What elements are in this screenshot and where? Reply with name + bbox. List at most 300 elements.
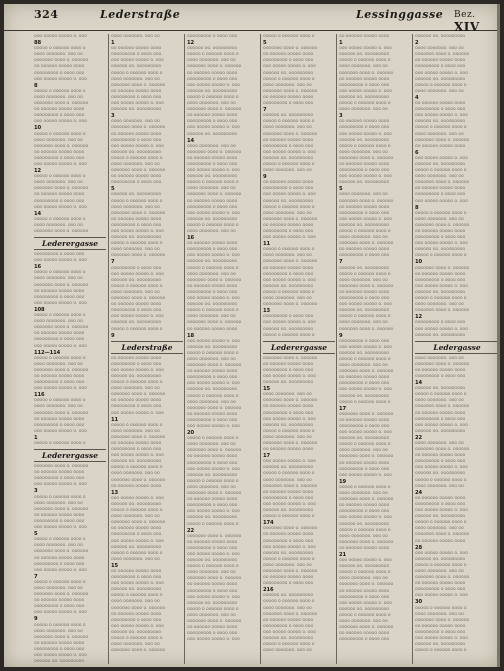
resident-entry: ooooo o oooooo oooo o [415,168,467,174]
resident-entry: ooo ooooo ooooo o. ooo [339,344,392,350]
resident-entry: oo oooooo ooooo oooo [187,582,238,588]
resident-entry: ooooooooo o oooo ooo [111,180,162,186]
resident-entry: ooooooo oooo o. oooooo [34,367,89,373]
resident-entry: ooooooooo o oooo ooo [263,271,314,277]
resident-entry: ooooo o oooooo oooo o [34,313,86,319]
resident-entry: ooooooooo o oooo ooo [187,588,238,594]
resident-entry: oooooo oo. ooooooooo [187,344,238,350]
resident-entry: ooooo o oooooo oooo o [187,222,239,228]
resident-entry: oooooo oo. ooooooooo [339,393,390,399]
house-number: 8 [34,82,38,89]
resident-entry: oooooo oo. ooooooooo [263,550,314,556]
house-number: 11 [111,416,119,423]
resident-entry: ooooo o oooooo oooo o [111,380,163,386]
resident-entry: oooooo oo. ooooooooo [34,659,85,664]
resident-entry: ooooooooo o oooo ooo [187,76,238,82]
resident-entry: ooooo o oooooo oooo o [263,289,315,295]
resident-entry: oooooo oo. ooooooooo [339,94,390,100]
house-number: 22 [187,527,195,534]
resident-entry: oooooo oo. ooooooooo [415,386,466,392]
resident-entry: ooooooooo o oooo ooo [415,64,466,70]
resident-entry: ooo ooooo ooooo o. ooo [339,216,392,222]
resident-entry: oooo ooooooo. ooo oo [415,441,464,446]
resident-entry: ooooooo oooo o. oooooo [34,325,89,331]
page-number: 324 [34,8,59,21]
resident-entry: ooo ooooo ooooo o. ooo [263,544,316,550]
resident-entry: oooooo oo. ooooooooo [415,34,466,39]
resident-entry: ooo ooooo ooooo o. ooo [263,459,316,465]
resident-entry: oooooo oo. ooooooooo [111,459,162,465]
resident-entry: ooooo o oooooo oooo o [415,605,467,611]
resident-entry: oooooo oo. ooooooooo [111,373,162,379]
resident-entry: ooo ooooo ooooo o. ooo [263,501,316,507]
resident-entry: oo oooooo ooooo oooo [263,361,314,367]
resident-entry: oooo ooooooo. ooo oo [111,119,160,125]
resident-entry: ooooooo oooo o. oooooo [187,491,242,497]
resident-entry: ooooo o oooooo oooo o [415,562,467,568]
resident-entry: oooooo oo. ooooooooo [415,514,466,520]
resident-entry: oooooo oo. ooooooooo [263,283,314,289]
resident-entry: ooo ooooo ooooo o. ooo [263,416,316,422]
resident-entry: oooo ooooooo. ooo oo [339,491,388,497]
resident-entry: ooo ooooo ooooo o. ooo [34,343,87,349]
resident-entry: ooo ooooo ooooo o. ooo [415,70,468,76]
resident-entry: oooo ooooooo. ooo oo [187,186,236,192]
resident-entry: ooooooo oooo o. oooooo [263,216,318,222]
house-number: 9 [339,332,343,339]
resident-entry: oo oooooo ooooo oooo [415,101,466,107]
resident-entry: ooooooo oooo o. oooooo [339,70,394,76]
resident-entry: ooooo o oooooo oooo o [187,180,239,186]
resident-entry: ooooooo oooo o. oooooo [339,198,394,204]
house-number: 112—114 [34,349,61,356]
resident-entry: oooooo oo. ooooooooo [111,107,162,113]
resident-entry: oooo ooooooo. ooo oo [34,404,83,410]
directory-column-5 [336,34,411,664]
resident-entry: oooo ooooooo. ooo oo [34,361,83,367]
resident-entry: ooooooooo o oooo ooo [415,587,466,593]
resident-entry: ooooo o oooooo oooo o [415,392,467,398]
resident-entry: oo oooooo ooooo oooo [187,198,238,204]
resident-entry: ooooooooo o oooo ooo [111,447,162,453]
street-heading-left: Lederstraße [100,8,181,21]
resident-entry: ooooooo oooo o. oooooo [187,107,242,113]
resident-entry: ooooooo oooo o. oooooo [263,259,318,265]
resident-entry: oo oooooo ooooo oooo [187,326,238,332]
resident-entry: ooooo o oooooo oooo o [187,564,239,570]
resident-entry: oooooo oo. ooooooooo [263,380,314,386]
resident-entry: ooo ooooo ooooo o. ooo [339,515,392,521]
resident-entry: ooooooo oooo o. oooooo [34,229,89,234]
resident-entry: ooooooo oooo o. oooooo [187,149,242,155]
resident-entry: ooooo o oooooo oooo o [263,428,315,434]
resident-entry: oo oooooo ooooo oooo [111,611,162,617]
resident-entry: ooo ooooo ooooo o. ooo [34,161,87,167]
resident-entry: oooooo oo. ooooooooo [187,174,238,180]
page-header [4,4,500,34]
resident-entry: ooo ooooo ooooo o. ooo [111,229,164,234]
resident-entry: oooo ooooooo. ooo oo [34,500,83,506]
house-number: 5 [339,186,343,193]
resident-entry: oo oooooo ooooo oooo [34,416,85,422]
resident-entry: oo oooooo ooooo oooo [111,131,162,137]
resident-entry: ooooooooo o oooo ooo [415,416,466,422]
resident-entry: ooooo o oooooo oooo o [34,441,86,446]
resident-entry: ooooooooo o oooo ooo [34,155,85,161]
resident-entry: ooo ooooo ooooo o. ooo [415,113,468,119]
resident-entry: oooo ooooooo. ooo oo [339,363,388,369]
resident-entry: ooooooooo o oooo ooo [263,410,314,416]
resident-entry: ooooooo oooo o. oooooo [111,125,166,131]
resident-entry: oo oooooo ooooo oooo [415,453,466,459]
resident-entry: ooooooooo o oooo ooo [187,204,238,210]
resident-entry: ooooo o oooooo oooo o [339,612,391,618]
resident-entry: oooo ooooooo. ooo oo [187,229,236,234]
resident-entry: oo oooooo ooooo oooo [111,88,162,94]
resident-entry: ooooo o oooooo oooo o [34,46,86,52]
resident-entry: oooo ooooooo. ooo oo [339,107,388,113]
resident-entry: ooooooooo o oooo ooo [111,94,162,100]
resident-entry: ooooo o oooooo oooo o [111,508,163,514]
resident-entry: oooooo oo. ooooooooo [415,119,466,125]
house-number: 24 [415,489,423,496]
house-number: 88 [34,40,42,47]
house-number: 12 [34,168,42,175]
resident-entry: ooooo o oooooo oooo o [263,556,315,562]
resident-entry: ooooooooo o oooo ooo [111,137,162,143]
resident-entry: ooo ooooo ooooo o. ooo [263,192,316,198]
resident-entry: ooooooo oooo o. oooooo [187,192,242,198]
resident-entry: ooooooo oooo o. oooooo [415,180,470,186]
directory-column-1 [32,34,106,664]
resident-entry: oooo ooooooo. ooo oo [34,222,83,228]
resident-entry: ooooo o oooooo oooo o [111,465,163,471]
resident-entry: oo oooooo ooooo oooo [339,247,390,253]
resident-entry: ooooo o oooooo oooo o [263,599,315,605]
resident-entry: oooo ooooooo. ooo oo [111,161,160,167]
resident-entry: ooo ooooo ooooo o. ooo [111,495,164,501]
house-number: 1 [34,434,38,441]
resident-entry: oo oooooo ooooo oooo [187,539,238,545]
resident-entry: oo oooooo ooooo oooo [187,113,238,119]
resident-entry: oooo ooooooo. ooo oo [187,442,236,448]
resident-entry: oooo ooooooo. ooo oo [415,483,464,489]
resident-entry: ooooo o oooooo oooo o [339,143,391,149]
resident-entry: oooooo oo. ooooooooo [339,436,390,442]
section-title: Lederergasse [263,341,335,354]
resident-entry: ooooooo oooo o. oooooo [339,241,394,247]
resident-entry: ooooooo oooo o. oooooo [415,575,470,581]
resident-entry: oooooo oo. ooooooooo [415,247,466,253]
resident-entry: oooooo oo. ooooooooo [263,326,314,332]
house-number: 14 [34,210,42,217]
resident-entry: ooooooo oooo o. oooooo [187,64,242,70]
resident-entry: oooooo oo. ooooooooo [111,149,162,155]
resident-entry: ooo ooooo ooooo o. ooo [415,155,468,161]
resident-entry: ooooo o oooooo oooo o [339,101,391,107]
resident-entry: ooooooooo o oooo ooo [187,503,238,509]
resident-entry: ooooooo oooo o. oooooo [111,648,166,654]
resident-entry: ooooooo oooo o. oooooo [111,605,166,611]
resident-entry: ooo ooooo ooooo o. ooo [34,204,87,210]
resident-entry: ooo ooooo ooooo o. ooo [34,34,87,39]
house-number: 2 [415,40,419,47]
resident-entry: ooooooo oooo o. oooooo [111,168,166,174]
resident-entry: oo oooooo ooooo oooo [111,398,162,404]
house-number: 10 [415,259,423,266]
resident-entry: oooo ooooooo. ooo oo [263,168,312,174]
resident-entry: oooooo oo. ooooooooo [339,52,390,58]
house-number: 15 [263,386,271,393]
resident-entry: ooooo o oooooo oooo o [263,514,315,520]
resident-entry: ooooo o oooooo oooo o [34,579,86,585]
resident-entry: ooo ooooo ooooo o. ooo [339,46,392,52]
resident-entry: oooo ooooooo. ooo oo [111,514,160,520]
resident-entry: oooooo oo. ooooooooo [339,521,390,527]
resident-entry: ooooo o oooooo oooo o [187,521,239,527]
resident-entry: ooooooo oooo o. oooooo [339,369,394,375]
resident-entry: oo oooooo ooooo oooo [263,222,314,228]
section-title: Lederergasse [34,449,106,462]
resident-entry: oooo ooooooo. ooo oo [34,319,83,325]
resident-entry: oo oooooo ooooo oooo [34,107,85,113]
resident-entry: oooo ooooooo. ooo oo [187,143,236,149]
house-number: 20 [187,430,195,437]
resident-entry: oooo ooooooo. ooo oo [111,428,160,434]
resident-entry: ooooooooo o oooo ooo [34,604,85,610]
resident-entry: ooo ooooo ooooo o. ooo [111,101,164,107]
directory-columns [32,34,498,664]
resident-entry: oo oooooo ooooo oooo [415,623,466,629]
resident-entry: oooooo oo. ooooooooo [187,302,238,308]
house-number: 18 [187,332,195,339]
resident-entry: oooooo oo. ooooooooo [415,161,466,167]
resident-entry: oo oooooo ooooo oooo [34,331,85,337]
resident-entry: oooo ooooooo. ooo oo [415,302,464,308]
resident-entry: oooooo oo. ooooooooo [111,277,162,283]
resident-entry: oo oooooo ooooo oooo [187,625,238,631]
resident-entry: ooooo o oooooo oooo o [263,247,315,253]
resident-entry: ooo ooooo ooooo o. ooo [34,610,87,616]
resident-entry: oooo ooooooo. ooo oo [339,192,388,198]
resident-entry: ooooo o oooooo oooo o [187,308,239,314]
resident-entry: ooooooooo o oooo ooo [339,210,390,216]
house-number: 16 [34,264,42,271]
resident-entry: ooooooo oooo o. oooooo [34,506,89,512]
resident-entry: ooooooooo o oooo ooo [187,119,238,125]
resident-entry: oooo ooooooo. ooo oo [415,174,464,180]
resident-entry: oo oooooo ooooo oooo [415,495,466,501]
resident-entry: ooooooooo o oooo ooo [187,375,238,381]
resident-entry: ooooo o oooooo oooo o [111,198,163,204]
resident-entry: ooooo o oooooo oooo o [34,398,86,404]
resident-entry: ooo ooooo ooooo o. ooo [415,465,468,471]
resident-entry: ooooooooo o oooo ooo [111,361,162,367]
directory-column-3 [184,34,259,664]
resident-entry: oooooo oo. ooooooooo [111,544,162,550]
resident-entry: oooooo oo. ooooooooo [339,564,390,570]
resident-entry: oooooo oo. ooooooooo [263,70,314,76]
resident-entry: oooo ooooooo. ooo oo [111,289,160,295]
resident-entry: ooooo o oooooo oooo o [187,393,239,399]
resident-entry: oo oooooo ooooo oooo [34,149,85,155]
resident-entry: oooo ooooooo. ooo oo [34,276,83,282]
house-number: 16 [187,235,195,242]
resident-entry: ooooooo oooo o. oooooo [34,58,89,64]
resident-entry: ooo ooooo ooooo o. ooo [263,373,316,379]
resident-entry: ooooooooo o oooo ooo [34,252,85,258]
resident-entry: oo oooooo ooooo oooo [34,470,85,476]
resident-entry: oo oooooo ooooo oooo [263,94,314,100]
resident-entry: ooooooo oooo o. oooooo [187,533,242,539]
resident-entry: oo oooooo ooooo oooo [415,143,466,149]
resident-entry: oooo ooooooo. ooo oo [34,628,83,634]
house-number: 17 [339,405,347,412]
resident-entry: ooooooooo o oooo ooo [111,575,162,581]
resident-entry: oooo ooooooo. ooo oo [339,277,388,283]
resident-entry: oo oooooo ooooo oooo [34,512,85,518]
resident-entry: ooooo o oooooo oooo o [111,326,163,332]
resident-entry: oooooo oo. ooooooooo [263,593,314,599]
house-number: 14 [187,137,195,144]
resident-entry: ooo ooooo ooooo o. ooo [415,593,468,599]
resident-entry: oo oooooo ooooo oooo [415,186,466,192]
resident-entry: oooooo oo. ooooooooo [263,155,314,161]
resident-entry: ooo ooooo ooooo o. ooo [34,482,87,488]
resident-entry: oooooo oo. ooooooooo [187,472,238,478]
resident-entry: ooo ooooo ooooo o. ooo [34,119,87,125]
resident-entry: ooooooo oooo o. oooooo [263,88,318,94]
resident-entry: ooooo o oooooo oooo o [111,283,163,289]
resident-entry: ooooo o oooooo oooo o [415,253,467,259]
resident-entry: ooo ooooo ooooo o. ooo [34,300,87,306]
resident-entry: ooooo o oooooo oooo o [415,648,467,654]
resident-entry: oo oooooo ooooo oooo [339,289,390,295]
house-number: 21 [339,551,347,558]
resident-entry: oooo ooooooo. ooo oo [187,101,236,107]
house-number: 9 [34,616,38,623]
house-number: 22 [415,434,423,441]
resident-entry: ooooo o oooooo oooo o [111,241,163,247]
resident-entry: ooooooooo o oooo ooo [415,192,466,198]
resident-entry: ooo ooooo ooooo o. ooo [339,387,392,393]
resident-entry: ooooooo oooo o. oooooo [415,447,470,453]
house-number: 9 [111,332,115,339]
resident-entry: ooooooo oooo o. oooooo [339,155,394,161]
resident-entry: oo oooooo ooooo oooo [111,568,162,574]
resident-entry: oooo ooooooo. ooo oo [339,149,388,155]
house-number: 5 [34,531,38,538]
resident-entry: oo oooooo ooooo oooo [339,588,390,594]
resident-entry: ooooo o oooooo oooo o [339,527,391,533]
house-number: 6 [415,149,419,156]
resident-entry: oo oooooo ooooo oooo [415,229,466,234]
resident-entry: ooooooo oooo o. oooooo [263,441,318,446]
house-number: 3 [339,113,343,120]
resident-entry: oo oooooo ooooo oooo [34,640,85,646]
resident-entry: ooo ooooo ooooo o. ooo [187,210,240,216]
resident-entry: ooo ooooo ooooo o. ooo [111,538,164,544]
resident-entry: ooooooooo o oooo ooo [415,373,466,379]
resident-entry: oooo ooooooo. ooo oo [263,253,312,259]
resident-entry: ooooooooo o oooo ooo [263,314,314,320]
resident-entry: oo oooooo ooooo oooo [339,460,390,466]
resident-entry: oooo ooooooo. ooo oo [187,314,236,320]
house-number: 1 [339,40,343,47]
resident-entry: ooooooooo o oooo ooo [339,637,390,643]
house-number: 7 [34,573,38,580]
resident-entry: oooo ooooooo. ooo oo [34,180,83,186]
resident-entry: ooooooo oooo o. oooooo [111,210,166,216]
resident-entry: ooo ooooo ooooo o. ooo [111,367,164,373]
resident-entry: ooo ooooo ooooo o. ooo [187,296,240,302]
resident-entry: oooooo oo. ooooooooo [263,636,314,641]
section-title: Lederstraße [111,341,183,354]
house-number: 12 [187,40,195,47]
resident-entry: ooooooooo o oooo ooo [415,277,466,283]
resident-entry: ooo ooooo ooooo o. ooo [34,567,87,573]
resident-entry: oooooo oo. ooooooooo [415,332,466,338]
resident-entry: ooooooo oooo o. oooooo [339,582,394,588]
resident-entry: ooo ooooo ooooo o. ooo [415,241,468,247]
resident-entry: oo oooooo ooooo oooo [415,367,466,373]
resident-entry: oo oooooo ooooo oooo [187,411,238,417]
resident-entry: ooooooo oooo o. oooooo [339,326,394,332]
resident-entry: ooooooo oooo o. oooooo [263,611,318,617]
resident-entry: oooooo oo. ooooooooo [187,387,238,393]
resident-entry: ooooooooo o oooo ooo [263,101,314,107]
resident-entry: oooooo oo. ooooooooo [415,642,466,648]
resident-entry: oo oooooo ooooo oooo [263,617,314,623]
directory-page [4,4,500,667]
resident-entry: ooooo o oooooo oooo o [339,570,391,576]
resident-entry: oooo ooooooo. ooo oo [187,484,236,490]
resident-entry: oo oooooo ooooo oooo [34,555,85,561]
resident-entry: oooooo oo. ooooooooo [339,265,390,271]
resident-entry: ooooooo oooo o. oooooo [111,82,166,88]
resident-entry: ooooooooo o oooo ooo [34,561,85,567]
section-title: Ledergasse [415,341,499,354]
resident-entry: ooooooooo o oooo ooo [34,646,85,652]
resident-entry: ooooo o oooooo oooo o [187,436,239,442]
resident-entry: ooo ooooo ooooo o. ooo [111,453,164,459]
resident-entry: ooooooooo o oooo ooo [339,82,390,88]
resident-entry: ooooooo oooo o. oooooo [111,296,166,302]
resident-entry: ooooo o oooooo oooo o [263,332,315,338]
resident-entry: ooooooo oooo o. oooooo [34,464,89,470]
resident-entry: ooo ooooo ooooo o. ooo [187,82,240,88]
resident-entry: oooo ooooooo. ooo oo [187,399,236,405]
resident-entry: ooo ooooo ooooo o. ooo [415,422,468,428]
resident-entry: ooooooooo o oooo ooo [187,247,238,253]
resident-entry: ooo ooooo ooooo o. ooo [263,149,316,155]
directory-column-4 [260,34,335,664]
resident-entry: ooooo o oooooo oooo o [415,210,467,216]
resident-entry: ooooooo oooo o. oooooo [339,625,394,631]
resident-entry: oooooo oo. ooooooooo [111,192,162,198]
house-number: 15 [111,562,119,569]
resident-entry: oo oooooo ooooo oooo [187,155,238,161]
house-number: 7 [263,107,267,114]
resident-entry: ooo ooooo ooooo o. ooo [111,410,164,416]
resident-entry: ooooooo oooo o. oooooo [263,568,318,574]
resident-entry: ooooo o oooooo oooo o [34,131,86,137]
resident-entry: ooooooooo o oooo ooo [187,289,238,295]
resident-entry: oooo ooooooo. ooo oo [263,434,312,440]
resident-entry: oooooo oo. ooooooooo [263,198,314,204]
resident-entry: oooooo oo. ooooooooo [339,606,390,612]
resident-entry: ooooooo oooo o. oooooo [339,454,394,460]
